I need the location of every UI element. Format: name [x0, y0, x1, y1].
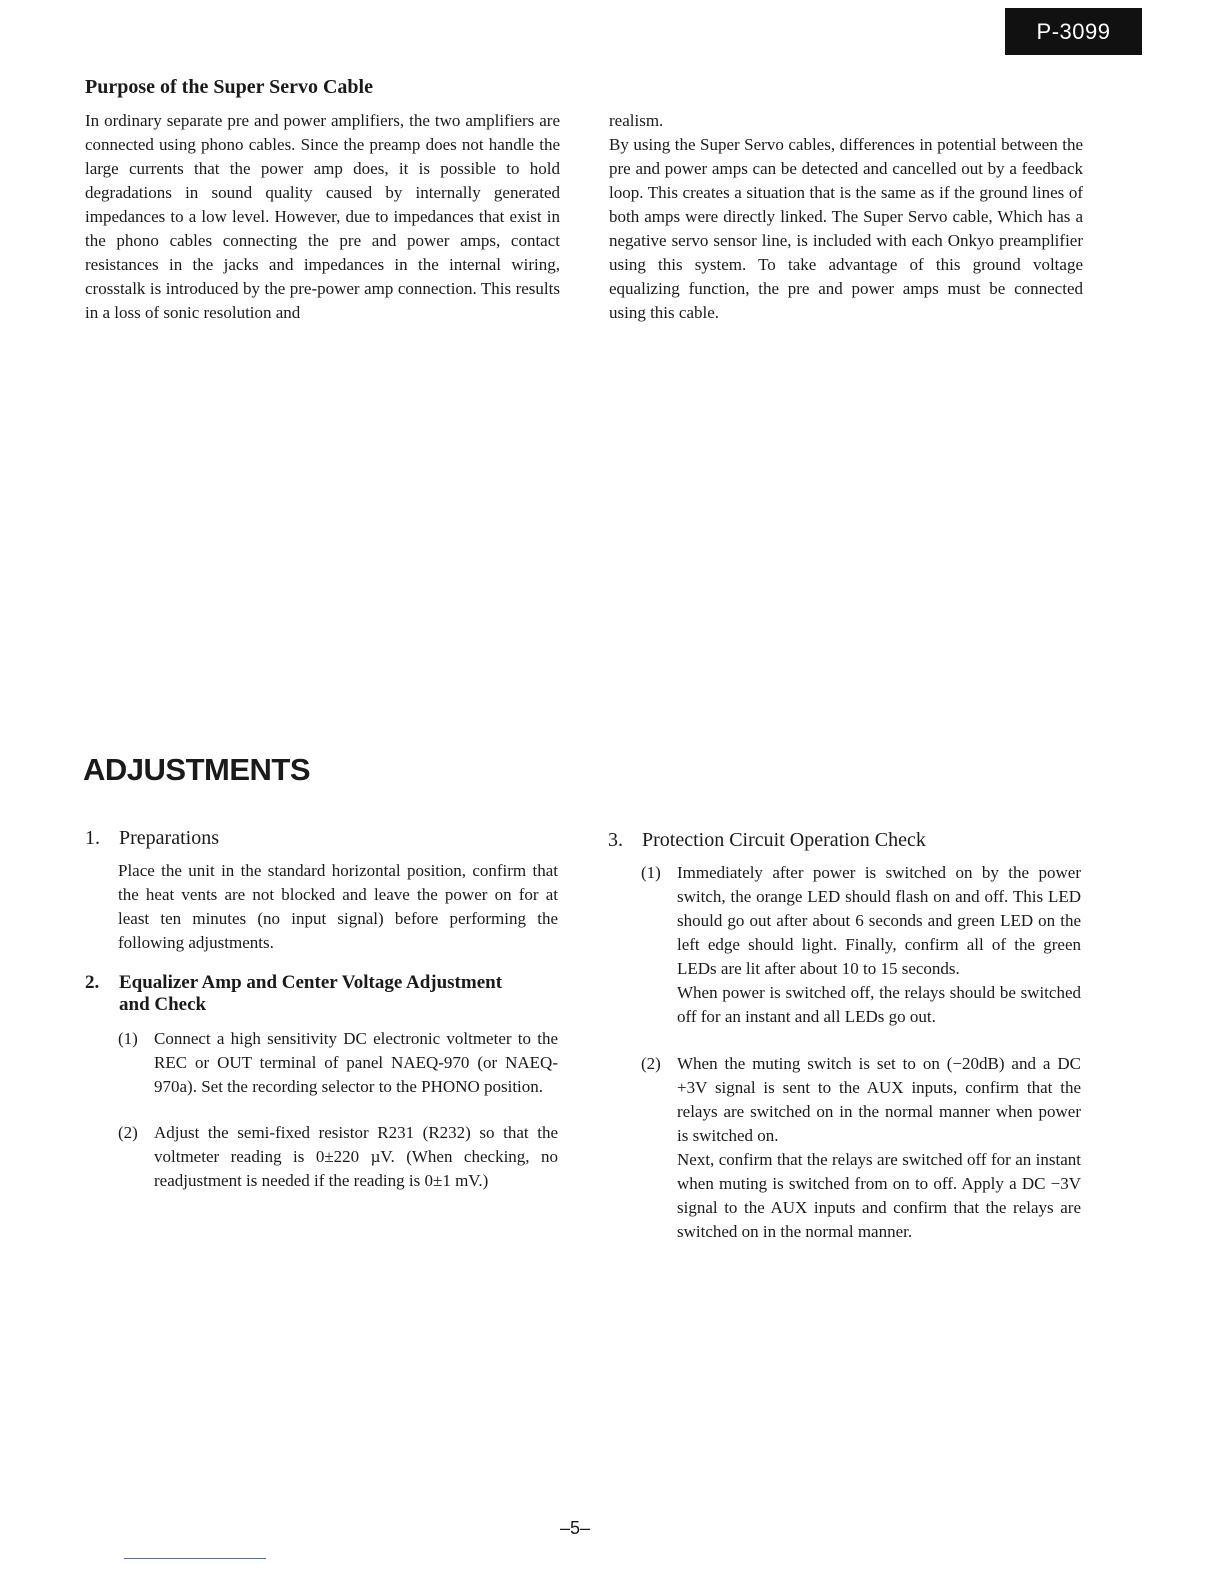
section-3-item-1	[641, 861, 1081, 1053]
item-extra-text: When power is switched off, the relays should be switched off for an instant and all LEDs go out.	[677, 983, 1081, 1026]
section-1-text: Place the unit in the standard horizontal position, confirm that the heat vents are not blocked and leave the power on for at least ten minutes (no input signal) before performing the following adjustments.	[118, 861, 558, 952]
servo-cable-heading: Purpose of the Super Servo Cable	[85, 76, 373, 98]
item-marker: (2)	[641, 1054, 661, 1073]
section-2-item-1	[118, 1027, 558, 1123]
item-extra-text: Next, confirm that the relays are switched off for an instant when muting is switched from on to off. Apply a DC −3V signal to the AUX inputs and confirm that the relays are switched on in the normal manner.	[677, 1150, 1081, 1241]
section-3-title: Protection Circuit Operation Check	[642, 829, 926, 851]
section-2-item-2	[118, 1121, 558, 1217]
servo-right-paragraph: By using the Super Servo cables, differences in potential between the pre and power amps can be detected and cancelled out by a feedback loop. This creates a situation that is the same as if the ground lines of both amps were directly linked. The Super Servo cable, Which has a negative servo sensor line, is included with each Onkyo preamplifier using this system. To take advantage of this ground voltage equalizing function, the pre and power amps must be connected using this cable.	[609, 135, 1083, 322]
servo-right-column	[609, 109, 1083, 325]
item-text: Connect a high sensitivity DC electronic voltmeter to the REC or OUT terminal of panel NAEQ-970 (or NAEQ-970a). Set the recording selector to the PHONO position.	[154, 1029, 558, 1096]
section-2-number: 2.	[85, 972, 100, 993]
item-marker: (2)	[118, 1123, 138, 1142]
servo-left-paragraph: In ordinary separate pre and power amplifiers, the two amplifiers are connected using phono cables. Since the preamp does not handle the large currents that the power amp does, it is possible to hold degradations in sound quality caused by internally generated impedances to a low level. However, due to impedances that exist in the phono cables connecting the pre and power amps, contact resistances in the jacks and impedances in the internal wiring, crosstalk is introduced by the pre-power amp connection. This results in a loss of sonic resolution and	[85, 111, 560, 322]
footer-rule	[124, 1558, 266, 1559]
item-body	[677, 1052, 1081, 1244]
section-1-title: Preparations	[119, 827, 219, 849]
item-text: Immediately after power is switched on by the power switch, the orange LED should flash on and off. This LED should go out after about 6 seconds and green LED on the left edge should light. Finally, confirm all of the green LEDs are lit after about 10 to 15 seconds.	[677, 863, 1081, 978]
section-1-heading	[85, 826, 219, 850]
section-1-number: 1.	[85, 827, 100, 849]
item-text: When the muting switch is set to on (−20dB) and a DC +3V signal is sent to the AUX inputs, confirm that the relays are switched on in the normal manner when power is switched on.	[677, 1054, 1081, 1145]
section-3-heading	[608, 828, 926, 852]
item-text: Adjust the semi-fixed resistor R231 (R232) so that the voltmeter reading is 0±220 µV. (When checking, no readjustment is needed if the reading is 0±1 mV.)	[154, 1123, 558, 1190]
section-2-title-line-1: Equalizer Amp and Center Voltage Adjustment	[119, 972, 503, 993]
adjustments-title: ADJUSTMENTS	[83, 752, 311, 787]
section-3-item-2	[641, 1052, 1081, 1268]
model-number-badge: P-3099	[1005, 8, 1142, 55]
section-2-heading	[85, 972, 560, 994]
item-body	[677, 861, 1081, 1029]
page-number: –5–	[560, 1518, 591, 1538]
item-marker: (1)	[118, 1029, 138, 1048]
servo-right-first-line: realism.	[609, 111, 664, 130]
section-2-title-line-2: and Check	[119, 994, 207, 1015]
item-marker: (1)	[641, 863, 661, 882]
section-3-number: 3.	[608, 829, 623, 851]
